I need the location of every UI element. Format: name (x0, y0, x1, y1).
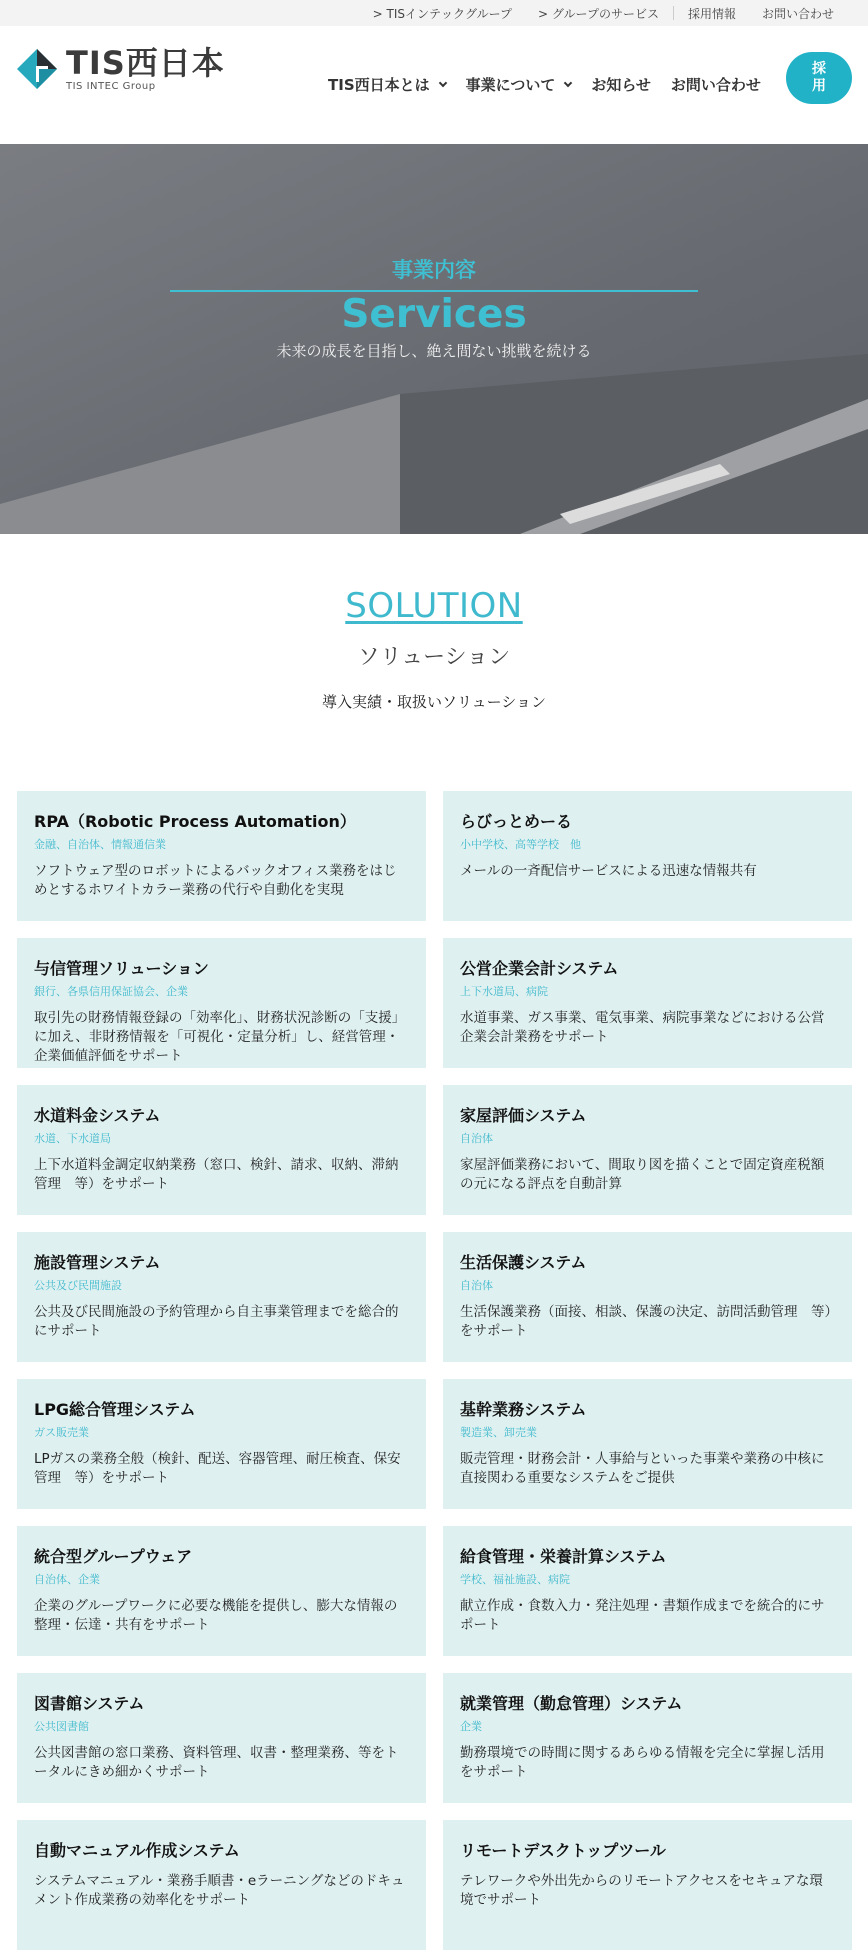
solution-card-title: 水道料金システム (34, 1106, 161, 1125)
solution-card-title: 家屋評価システム (460, 1106, 587, 1125)
solution-card-title: 自動マニュアル作成システム (34, 1841, 240, 1860)
nav-item-news-label: お知らせ (591, 76, 651, 94)
solution-card[interactable] (17, 938, 426, 1068)
chevron-down-icon (564, 78, 572, 86)
util-link-group-services[interactable]: > グループのサービス (538, 6, 659, 21)
solution-card-title: リモートデスクトップツール (460, 1841, 666, 1860)
solution-card[interactable] (17, 1526, 426, 1656)
nav-item-business[interactable] (466, 74, 572, 95)
solution-card-description: 取引先の財務情報登録の「効率化」、財務状況診断の「支援」に加え、非財務情報を「可視化・定量分析」し、経営管理・企業価値評価をサポート (34, 1010, 406, 1064)
recruit-button-label: 採 用 (812, 61, 826, 94)
hero-tagline: 未来の成長を目指し、絶え間ない挑戦を続ける (276, 342, 592, 360)
solution-card-title: らびっとめーる (460, 812, 573, 831)
logo-subtext: TIS INTEC Group (66, 81, 156, 92)
solution-card-description: テレワークや外出先からのリモートアクセスをセキュアな環境でサポート (460, 1873, 823, 1908)
solution-card-industries: 小中学校、高等学校 他 (460, 838, 581, 851)
solution-card[interactable] (443, 1673, 852, 1803)
nav-item-about[interactable] (328, 74, 446, 95)
solution-description: 導入実績・取扱いソリューション (322, 693, 546, 711)
solution-card-title: 就業管理（勤怠管理）システム (460, 1694, 683, 1713)
nav-item-news[interactable] (591, 74, 651, 95)
util-link-contact[interactable]: お問い合わせ (761, 6, 834, 21)
solution-card[interactable] (17, 1232, 426, 1362)
solution-card-industries: 自治体 (460, 1279, 493, 1292)
main-nav (328, 74, 781, 95)
solution-subtitle: ソリューション (357, 645, 511, 670)
solution-card[interactable] (17, 1379, 426, 1509)
solution-card-title: 施設管理システム (34, 1253, 161, 1272)
solution-card-description: LPガスの業務全般（検針、配送、容器管理、耐圧検査、保安管理 等）をサポート (34, 1451, 401, 1486)
site-header (0, 26, 868, 144)
solution-card-industries: 公共及び民間施設 (34, 1279, 122, 1292)
solution-card-title: 給食管理・栄養計算システム (460, 1547, 667, 1566)
site-logo[interactable] (16, 46, 225, 92)
solution-heading (0, 586, 868, 712)
nav-item-contact[interactable] (671, 74, 761, 95)
solution-card-description: 販売管理・財務会計・人事給与といった事業や業務の中核に直接関わる重要なシステムをご提供 (460, 1451, 825, 1486)
logo-mark-icon (16, 48, 58, 90)
hero-subtitle: 事業内容 (392, 258, 476, 282)
solution-card-description: 水道事業、ガス事業、電気事業、病院事業などにおける公営企業会計業務をサポート (460, 1010, 825, 1045)
solution-card-industries: 上下水道局、病院 (460, 985, 548, 998)
solution-card-title: 図書館システム (34, 1694, 145, 1713)
solution-card-industries: 学校、福祉施設、病院 (460, 1573, 570, 1586)
solution-card[interactable] (17, 1673, 426, 1803)
solution-card-description: システムマニュアル・業務手順書・eラーニングなどのドキュメント作成業務の効率化をサポート (34, 1873, 405, 1908)
solution-card-industries: 金融、自治体、情報通信業 (34, 838, 166, 851)
solution-card-description: 企業のグループワークに必要な機能を提供し、膨大な情報の整理・伝達・共有をサポート (34, 1598, 398, 1633)
solution-card-description: 勤務環境での時間に関するあらゆる情報を完全に掌握し活用をサポート (460, 1745, 825, 1780)
solution-card[interactable] (17, 1085, 426, 1215)
solution-card-description: ソフトウェア型のロボットによるバックオフィス業務をはじめとするホワイトカラー業務の代行や自動化を実現 (34, 863, 397, 898)
solution-card-industries: ガス販売業 (34, 1426, 89, 1439)
chevron-down-icon (438, 78, 446, 86)
solution-card-description: 献立作成・食数入力・発注処理・書類作成までを統合的にサポート (460, 1598, 825, 1633)
solution-card-description: 公共図書館の窓口業務、資料管理、収書・整理業務、等をトータルにきめ細かくサポート (34, 1745, 399, 1780)
nav-item-contact-label: お問い合わせ (670, 76, 761, 94)
hero-title: Services (341, 292, 527, 337)
solution-card-industries: 公共図書館 (34, 1720, 89, 1733)
solution-card-title: LPG総合管理システム (34, 1400, 196, 1419)
solution-card-description: メールの一斉配信サービスによる迅速な情報共有 (460, 863, 757, 879)
solution-card-title: 生活保護システム (460, 1253, 587, 1272)
solution-card[interactable] (443, 1232, 852, 1362)
solution-card-industries: 製造業、卸売業 (460, 1426, 537, 1439)
nav-item-about-label: TIS西日本とは (328, 76, 430, 94)
solution-card-description: 公共及び民間施設の予約管理から自主事業管理までを総合的にサポート (34, 1304, 399, 1339)
solution-card[interactable] (443, 938, 852, 1068)
utility-bar (0, 0, 868, 26)
solution-card-industries: 自治体、企業 (34, 1573, 100, 1586)
solution-card-title: 統合型グループウェア (34, 1547, 193, 1566)
hero-banner (0, 144, 868, 534)
solution-card[interactable] (443, 1379, 852, 1509)
solution-card[interactable] (443, 791, 852, 921)
solution-card-title: 公営企業会計システム (460, 959, 619, 978)
solution-title: SOLUTION (345, 586, 523, 626)
solution-card[interactable] (17, 791, 426, 921)
solution-card[interactable] (443, 1820, 852, 1950)
solution-card-description: 生活保護業務（面接、相談、保護の決定、訪問活動管理 等）をサポート (460, 1304, 832, 1339)
hero-background-image (0, 144, 868, 534)
logo-text: TIS西日本 (66, 44, 225, 82)
solution-card[interactable] (17, 1820, 426, 1950)
solution-card-description: 上下水道料金調定収納業務（窓口、検針、請求、収納、滞納管理 等）をサポート (34, 1157, 399, 1192)
solution-card-title: RPA（Robotic Process Automation） (34, 812, 356, 831)
solution-card[interactable] (443, 1526, 852, 1656)
solution-card-grid (17, 791, 851, 1950)
solution-card[interactable] (443, 1085, 852, 1215)
solution-card-title: 基幹業務システム (460, 1400, 587, 1419)
nav-item-business-label: 事業について (465, 76, 556, 94)
solution-card-industries: 銀行、各県信用保証協会、企業 (34, 985, 188, 998)
util-link-recruit[interactable]: 採用情報 (687, 6, 736, 21)
solution-card-industries: 自治体 (460, 1132, 493, 1145)
recruit-button[interactable] (786, 52, 852, 104)
solution-card-industries: 企業 (460, 1720, 482, 1733)
solution-card-title: 与信管理ソリューション (34, 959, 209, 978)
solution-card-industries: 水道、下水道局 (34, 1132, 111, 1145)
util-link-tis-intec-group[interactable]: > TISインテックグループ (372, 6, 513, 21)
util-divider (673, 6, 674, 20)
solution-card-description: 家屋評価業務において、間取り図を描くことで固定資産税額の元になる評点を自動計算 (460, 1157, 825, 1192)
